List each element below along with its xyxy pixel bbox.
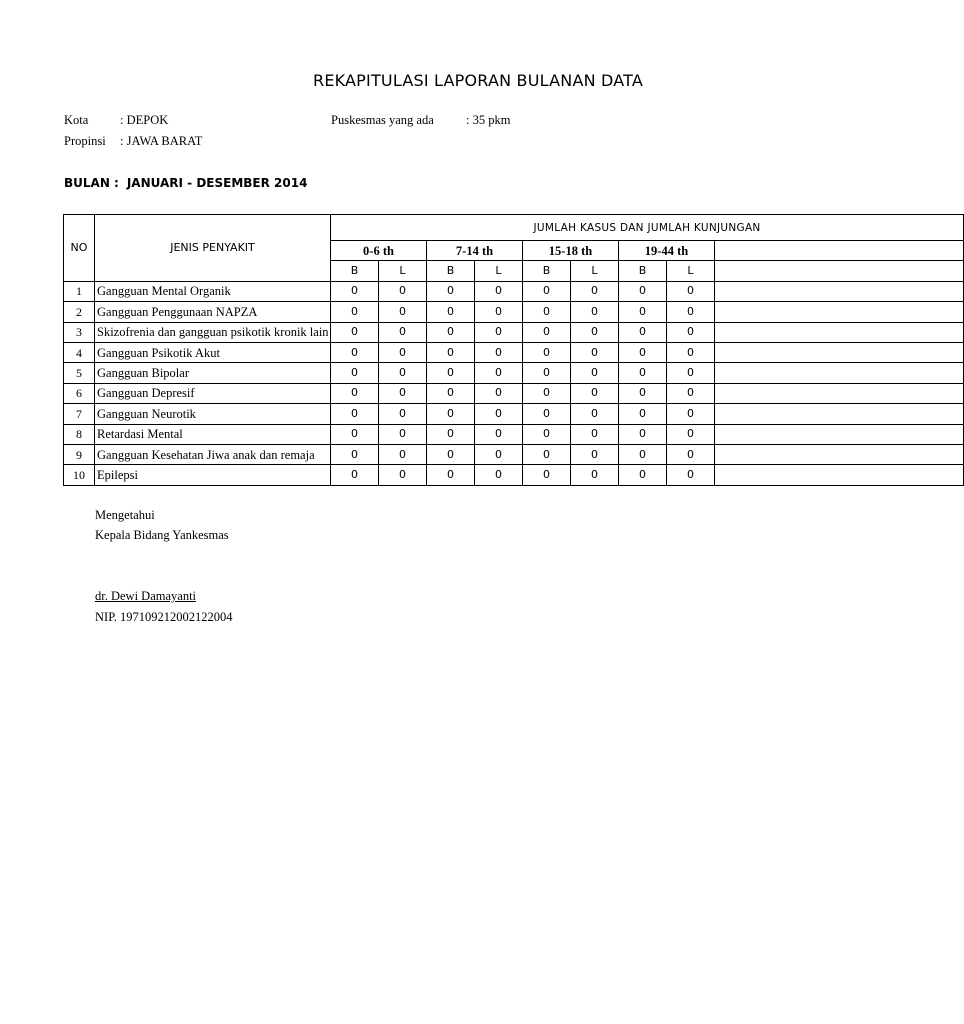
case-count-cell: 0 [619,281,667,301]
header-group: JUMLAH KASUS DAN JUMLAH KUNJUNGAN [331,215,964,241]
kota-value: : DEPOK [120,113,169,127]
row-filler [715,302,964,322]
disease-name: Gangguan Mental Organik [95,281,331,301]
row-number: 8 [64,424,95,444]
case-count-cell: 0 [667,342,715,362]
period-line [64,176,307,190]
case-count-cell: 0 [331,404,379,424]
disease-name: Epilepsi [95,465,331,485]
case-count-cell: 0 [427,363,475,383]
case-count-cell: 0 [571,424,619,444]
case-count-cell: 0 [667,444,715,464]
case-count-cell: 0 [619,302,667,322]
case-count-cell: 0 [523,404,571,424]
case-count-cell: 0 [379,383,427,403]
case-count-cell: 0 [427,281,475,301]
row-number: 7 [64,404,95,424]
header-age-group: 19-44 th [619,241,715,261]
table-row [64,465,964,485]
report-table [63,214,964,486]
case-count-cell: 0 [619,322,667,342]
disease-name: Gangguan Bipolar [95,363,331,383]
case-count-cell: 0 [523,363,571,383]
row-filler [715,363,964,383]
case-count-cell: 0 [523,444,571,464]
case-count-cell: 0 [331,383,379,403]
case-count-cell: 0 [379,342,427,362]
case-count-cell: 0 [379,363,427,383]
header-sex: B [619,261,667,281]
case-count-cell: 0 [475,281,523,301]
case-count-cell: 0 [331,363,379,383]
table-row [64,342,964,362]
table-row [64,424,964,444]
case-count-cell: 0 [571,444,619,464]
case-count-cell: 0 [619,444,667,464]
row-filler [715,322,964,342]
case-count-cell: 0 [331,465,379,485]
case-count-cell: 0 [331,322,379,342]
case-count-cell: 0 [571,342,619,362]
case-count-cell: 0 [427,404,475,424]
case-count-cell: 0 [619,363,667,383]
table-row [64,322,964,342]
signatory-nip: NIP. 197109212002122004 [95,610,233,624]
case-count-cell: 0 [475,363,523,383]
case-count-cell: 0 [379,465,427,485]
signatory-name: dr. Dewi Damayanti [95,589,197,603]
case-count-cell: 0 [427,342,475,362]
header-sex: B [523,261,571,281]
case-count-cell: 0 [475,424,523,444]
case-count-cell: 0 [475,444,523,464]
case-count-cell: 0 [475,383,523,403]
table-row [64,281,964,301]
row-number: 3 [64,322,95,342]
row-number: 9 [64,444,95,464]
table-row [64,404,964,424]
case-count-cell: 0 [571,302,619,322]
row-filler [715,404,964,424]
case-count-cell: 0 [523,302,571,322]
period-label: BULAN : [64,176,119,190]
case-count-cell: 0 [331,424,379,444]
row-number: 1 [64,281,95,301]
report-table-viewport [63,214,761,488]
case-count-cell: 0 [331,281,379,301]
header-age-group: 0-6 th [331,241,427,261]
case-count-cell: 0 [427,444,475,464]
case-count-cell: 0 [379,322,427,342]
case-count-cell: 0 [571,465,619,485]
case-count-cell: 0 [619,465,667,485]
row-filler [715,424,964,444]
case-count-cell: 0 [427,424,475,444]
row-filler [715,281,964,301]
period-value: JANUARI - DESEMBER 2014 [126,176,308,190]
row-number: 10 [64,465,95,485]
row-filler [715,383,964,403]
case-count-cell: 0 [667,363,715,383]
case-count-cell: 0 [619,404,667,424]
case-count-cell: 0 [427,465,475,485]
case-count-cell: 0 [523,322,571,342]
case-count-cell: 0 [571,281,619,301]
header-sex: L [379,261,427,281]
header-no: NO [64,215,95,282]
header-sex: L [475,261,523,281]
case-count-cell: 0 [379,302,427,322]
kota-label: Kota [64,113,89,127]
propinsi-label: Propinsi [64,134,106,148]
case-count-cell: 0 [379,424,427,444]
disease-name: Gangguan Neurotik [95,404,331,424]
header-sex: B [331,261,379,281]
case-count-cell: 0 [619,342,667,362]
header-row-1 [64,215,964,241]
table-row [64,444,964,464]
case-count-cell: 0 [523,281,571,301]
case-count-cell: 0 [571,383,619,403]
case-count-cell: 0 [475,302,523,322]
case-count-cell: 0 [523,465,571,485]
case-count-cell: 0 [571,363,619,383]
case-count-cell: 0 [475,465,523,485]
case-count-cell: 0 [523,424,571,444]
header-age-group: 15-18 th [523,241,619,261]
case-count-cell: 0 [379,444,427,464]
report-title: REKAPITULASI LAPORAN BULANAN DATA [313,71,644,90]
puskesmas-value: : 35 pkm [466,113,511,127]
case-count-cell: 0 [667,383,715,403]
header-sex: L [667,261,715,281]
case-count-cell: 0 [475,404,523,424]
case-count-cell: 0 [379,404,427,424]
header-sex: L [571,261,619,281]
header-sex-filler [715,261,964,281]
header-age-group: 7-14 th [427,241,523,261]
case-count-cell: 0 [571,404,619,424]
row-number: 5 [64,363,95,383]
header-age-filler [715,241,964,261]
puskesmas-label: Puskesmas yang ada [331,113,434,127]
disease-name: Retardasi Mental [95,424,331,444]
case-count-cell: 0 [667,404,715,424]
case-count-cell: 0 [427,302,475,322]
row-filler [715,465,964,485]
case-count-cell: 0 [427,322,475,342]
row-number: 4 [64,342,95,362]
case-count-cell: 0 [475,342,523,362]
header-jenis-penyakit: JENIS PENYAKIT [95,215,331,282]
case-count-cell: 0 [667,281,715,301]
case-count-cell: 0 [331,342,379,362]
case-count-cell: 0 [571,322,619,342]
disease-name: Gangguan Depresif [95,383,331,403]
case-count-cell: 0 [331,444,379,464]
case-count-cell: 0 [667,465,715,485]
case-count-cell: 0 [667,322,715,342]
table-row [64,383,964,403]
case-count-cell: 0 [667,424,715,444]
case-count-cell: 0 [667,302,715,322]
disease-name: Gangguan Penggunaan NAPZA [95,302,331,322]
propinsi-value: : JAWA BARAT [120,134,203,148]
signature-line1: Mengetahui [95,508,155,522]
header-sex: B [427,261,475,281]
case-count-cell: 0 [427,383,475,403]
disease-name: Gangguan Psikotik Akut [95,342,331,362]
row-number: 6 [64,383,95,403]
signature-line2: Kepala Bidang Yankesmas [95,528,229,542]
case-count-cell: 0 [475,322,523,342]
case-count-cell: 0 [523,383,571,403]
case-count-cell: 0 [619,383,667,403]
row-number: 2 [64,302,95,322]
table-row [64,302,964,322]
disease-name: Skizofrenia dan gangguan psikotik kronik lain [95,322,331,342]
case-count-cell: 0 [619,424,667,444]
case-count-cell: 0 [379,281,427,301]
table-row [64,363,964,383]
case-count-cell: 0 [523,342,571,362]
row-filler [715,342,964,362]
disease-name: Gangguan Kesehatan Jiwa anak dan remaja [95,444,331,464]
case-count-cell: 0 [331,302,379,322]
row-filler [715,444,964,464]
